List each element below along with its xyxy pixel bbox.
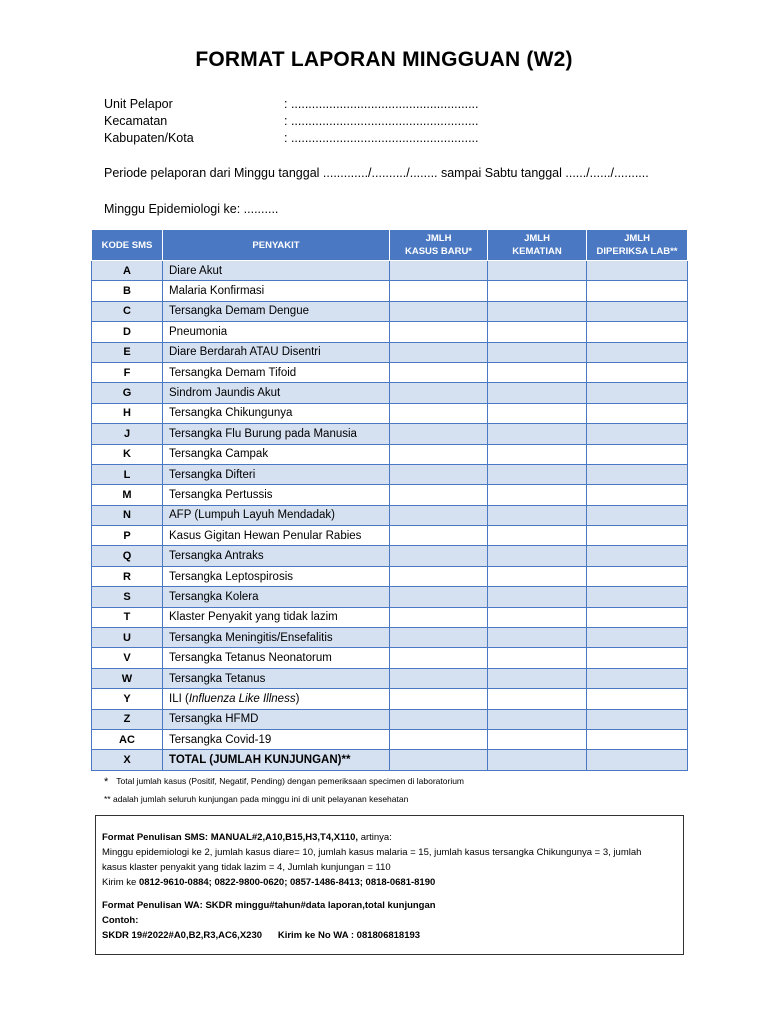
penyakit-cell: Tersangka Antraks [163,546,390,566]
diperiksa-lab-cell[interactable] [587,485,688,505]
kasus-baru-cell[interactable] [390,444,488,464]
header-line: KEMATIAN [512,246,562,257]
kematian-cell[interactable] [488,546,587,566]
penyakit-cell: Tersangka Chikungunya [163,403,390,423]
field-value: : ...................................................... [284,97,479,111]
kasus-baru-cell[interactable] [390,424,488,444]
table-header-row [92,230,688,261]
header-jmlh-diperiksa-lab [587,230,688,261]
kematian-cell[interactable] [488,444,587,464]
kode-sms-cell: D [92,322,163,342]
instruction-box [95,815,684,955]
kode-sms-cell: G [92,383,163,403]
penyakit-cell: Pneumonia [163,322,390,342]
penyakit-cell: Tersangka Kolera [163,587,390,607]
footnote-star: * [104,776,109,788]
page-title: FORMAT LAPORAN MINGGUAN (W2) [195,48,573,71]
table-row [92,587,688,607]
table-row [92,322,688,342]
kode-sms-cell: Q [92,546,163,566]
kematian-cell[interactable] [488,424,587,444]
table-row [92,362,688,382]
kasus-baru-cell[interactable] [390,464,488,484]
kode-sms-cell: A [92,261,163,281]
header-line: DIPERIKSA LAB** [596,246,678,257]
header-kode-sms: KODE SMS [92,230,163,261]
kasus-baru-cell[interactable] [390,566,488,586]
kasus-baru-cell[interactable] [390,648,488,668]
kasus-baru-cell[interactable] [390,362,488,382]
penyakit-cell: Tersangka Tetanus [163,668,390,688]
diperiksa-lab-cell[interactable] [587,546,688,566]
kasus-baru-cell[interactable] [390,383,488,403]
table-row [92,444,688,464]
sms-send-to [102,875,677,890]
kematian-cell[interactable] [488,485,587,505]
penyakit-text: ILI ( [169,692,189,705]
wa-format-label: Format Penulisan WA: SKDR minggu#tahun#data laporan,total kunjungan [102,900,436,911]
kode-sms-cell: J [92,424,163,444]
kode-sms-cell: F [92,362,163,382]
kasus-baru-cell[interactable] [390,729,488,749]
diperiksa-lab-cell[interactable] [587,301,688,321]
kematian-cell[interactable] [488,281,587,301]
penyakit-text-italic: Influenza Like Illness [188,692,296,705]
kode-sms-cell: K [92,444,163,464]
kode-sms-cell: Z [92,709,163,729]
sms-format-label: Format Penulisan SMS: MANUAL#2,A10,B15,H3,T4,X110, [102,832,359,843]
penyakit-cell: Tersangka Demam Dengue [163,301,390,321]
header-line: JMLH [624,233,650,244]
kasus-baru-cell[interactable] [390,546,488,566]
diperiksa-lab-cell[interactable] [587,607,688,627]
header-line: KASUS BARU* [404,246,473,257]
penyakit-cell: Tersangka Flu Burung pada Manusia [163,424,390,444]
kematian-cell[interactable] [488,505,587,525]
kode-sms-cell: B [92,281,163,301]
diperiksa-lab-cell[interactable] [587,648,688,668]
kematian-cell[interactable] [488,342,587,362]
kematian-cell[interactable] [488,587,587,607]
footnote-text: Total jumlah kasus (Positif, Negatif, Pending) dengan pemeriksaan specimen di laboratorium [116,776,465,786]
diperiksa-lab-cell[interactable] [587,424,688,444]
diperiksa-lab-cell[interactable] [587,342,688,362]
penyakit-cell: Tersangka HFMD [163,709,390,729]
diperiksa-lab-cell[interactable] [587,668,688,688]
kasus-baru-cell[interactable] [390,689,488,709]
footnote-2: ** adalah jumlah seluruh kunjungan pada minggu ini di unit pelayanan kesehatan [104,794,409,804]
kasus-baru-cell[interactable] [390,668,488,688]
kode-sms-cell: U [92,628,163,648]
field-kabupaten-kota [104,131,478,145]
table-row [92,526,688,546]
kasus-baru-cell[interactable] [390,526,488,546]
penyakit-cell: AFP (Lumpuh Layuh Mendadak) [163,505,390,525]
kode-sms-cell: S [92,587,163,607]
sms-format-suffix: artinya: [358,832,392,843]
penyakit-cell: Malaria Konfirmasi [163,281,390,301]
kematian-cell[interactable] [488,403,587,423]
kematian-cell[interactable] [488,668,587,688]
kode-sms-cell: N [92,505,163,525]
penyakit-cell: Tersangka Covid-19 [163,729,390,749]
kasus-baru-cell[interactable] [390,403,488,423]
penyakit-cell: Tersangka Pertussis [163,485,390,505]
kasus-baru-cell[interactable] [390,607,488,627]
kasus-baru-cell[interactable] [390,709,488,729]
footnote-1 [104,776,464,788]
table-row [92,689,688,709]
penyakit-cell: Tersangka Leptospirosis [163,566,390,586]
table-row [92,301,688,321]
diperiksa-lab-cell[interactable] [587,729,688,749]
diperiksa-lab-cell[interactable] [587,281,688,301]
table-row [92,566,688,586]
kode-sms-cell: H [92,403,163,423]
diperiksa-lab-cell[interactable] [587,362,688,382]
kode-sms-cell: W [92,668,163,688]
table-total-row [92,750,688,770]
sms-format-line [102,830,677,845]
table-row [92,403,688,423]
kematian-cell[interactable] [488,628,587,648]
diperiksa-lab-cell[interactable] [587,689,688,709]
kode-sms-cell: AC [92,729,163,749]
diperiksa-lab-cell[interactable] [587,505,688,525]
kasus-baru-cell[interactable] [390,587,488,607]
penyakit-cell: Tersangka Tetanus Neonatorum [163,648,390,668]
kematian-cell[interactable] [488,322,587,342]
minggu-epidemiologi: Minggu Epidemiologi ke: .......... [104,202,279,216]
table-row [92,607,688,627]
diperiksa-lab-cell[interactable] [587,750,688,770]
header-line: JMLH [425,233,452,244]
penyakit-cell: Tersangka Difteri [163,464,390,484]
kasus-baru-cell[interactable] [390,322,488,342]
sms-numbers: 0812-9610-0884; 0822-9800-0620; 0857-1486-8413; 0818-0681-8190 [138,877,436,888]
kasus-baru-cell[interactable] [390,261,488,281]
wa-example: SKDR 19#2022#A0,B2,R3,AC6,X230 Kirim ke No WA : 081806818193 [102,930,421,941]
kematian-cell[interactable] [488,750,587,770]
table-row [92,668,688,688]
field-label: Kecamatan [104,114,168,128]
sms-explanation-2: kasus klaster penyakit yang tidak lazim = 4, Jumlah kunjungan = 110 [102,862,391,873]
kode-sms-cell: R [92,566,163,586]
kematian-cell[interactable] [488,362,587,382]
kode-sms-cell: V [92,648,163,668]
diperiksa-lab-cell[interactable] [587,464,688,484]
kematian-cell[interactable] [488,729,587,749]
kematian-cell[interactable] [488,526,587,546]
kematian-cell[interactable] [488,464,587,484]
kasus-baru-cell[interactable] [390,505,488,525]
diperiksa-lab-cell[interactable] [587,261,688,281]
penyakit-cell: Tersangka Campak [163,444,390,464]
diperiksa-lab-cell[interactable] [587,628,688,648]
kode-sms-cell: E [92,342,163,362]
kematian-cell[interactable] [488,383,587,403]
diperiksa-lab-cell[interactable] [587,526,688,546]
kasus-baru-cell[interactable] [390,485,488,505]
report-table [91,229,688,771]
penyakit-cell: Tersangka Demam Tifoid [163,362,390,382]
penyakit-cell: Diare Berdarah ATAU Disentri [163,342,390,362]
kode-sms-cell: X [92,750,163,770]
field-label: Unit Pelapor [104,97,173,111]
kode-sms-cell: L [92,464,163,484]
header-line: JMLH [524,233,550,244]
periode-pelaporan: Periode pelaporan dari Minggu tanggal ............./........../........ sampai Sabtu tanggal ....../....../.......... [104,166,649,180]
header-penyakit: PENYAKIT [163,230,390,261]
kematian-cell[interactable] [488,648,587,668]
header-jmlh-kematian [488,230,587,261]
kematian-cell[interactable] [488,301,587,321]
table-row [92,729,688,749]
table-row [92,648,688,668]
kode-sms-cell: C [92,301,163,321]
diperiksa-lab-cell[interactable] [587,444,688,464]
penyakit-cell [163,689,390,709]
field-value: : ...................................................... [284,131,479,145]
penyakit-cell: Klaster Penyakit yang tidak lazim [163,607,390,627]
kematian-cell[interactable] [488,607,587,627]
penyakit-cell: Tersangka Meningitis/Ensefalitis [163,628,390,648]
sms-send-prefix: Kirim ke [102,877,139,888]
kasus-baru-cell[interactable] [390,342,488,362]
header-jmlh-kasus-baru [390,230,488,261]
sms-explanation-1: Minggu epidemiologi ke 2, jumlah kasus diare= 10, jumlah kasus malaria = 15, jumlah kasus tersangka Chikungunya = 3, jumlah [102,847,642,858]
table-row [92,709,688,729]
table-row [92,424,688,444]
diperiksa-lab-cell[interactable] [587,587,688,607]
penyakit-cell: TOTAL (JUMLAH KUNJUNGAN)** [163,750,390,770]
kasus-baru-cell[interactable] [390,281,488,301]
diperiksa-lab-cell[interactable] [587,566,688,586]
table-row [92,505,688,525]
table-row [92,546,688,566]
kasus-baru-cell[interactable] [390,301,488,321]
table-row [92,383,688,403]
kematian-cell[interactable] [488,261,587,281]
kematian-cell[interactable] [488,709,587,729]
penyakit-cell: Diare Akut [163,261,390,281]
kasus-baru-cell[interactable] [390,628,488,648]
field-kecamatan [104,114,478,128]
field-unit-pelapor [104,97,478,111]
diperiksa-lab-cell[interactable] [587,383,688,403]
wa-contoh-label: Contoh: [102,915,139,926]
field-value: : ...................................................... [284,114,479,128]
penyakit-cell: Kasus Gigitan Hewan Penular Rabies [163,526,390,546]
kode-sms-cell: T [92,607,163,627]
table-row [92,464,688,484]
penyakit-text: ) [295,692,300,705]
kode-sms-cell: M [92,485,163,505]
table-row [92,628,688,648]
diperiksa-lab-cell[interactable] [587,709,688,729]
diperiksa-lab-cell[interactable] [587,322,688,342]
table-row [92,342,688,362]
table-row [92,261,688,281]
kode-sms-cell: Y [92,689,163,709]
table-row [92,281,688,301]
kematian-cell[interactable] [488,566,587,586]
table-row [92,485,688,505]
kode-sms-cell: P [92,526,163,546]
kematian-cell[interactable] [488,689,587,709]
kasus-baru-cell[interactable] [390,750,488,770]
penyakit-cell: Sindrom Jaundis Akut [163,383,390,403]
field-label: Kabupaten/Kota [104,131,194,145]
diperiksa-lab-cell[interactable] [587,403,688,423]
